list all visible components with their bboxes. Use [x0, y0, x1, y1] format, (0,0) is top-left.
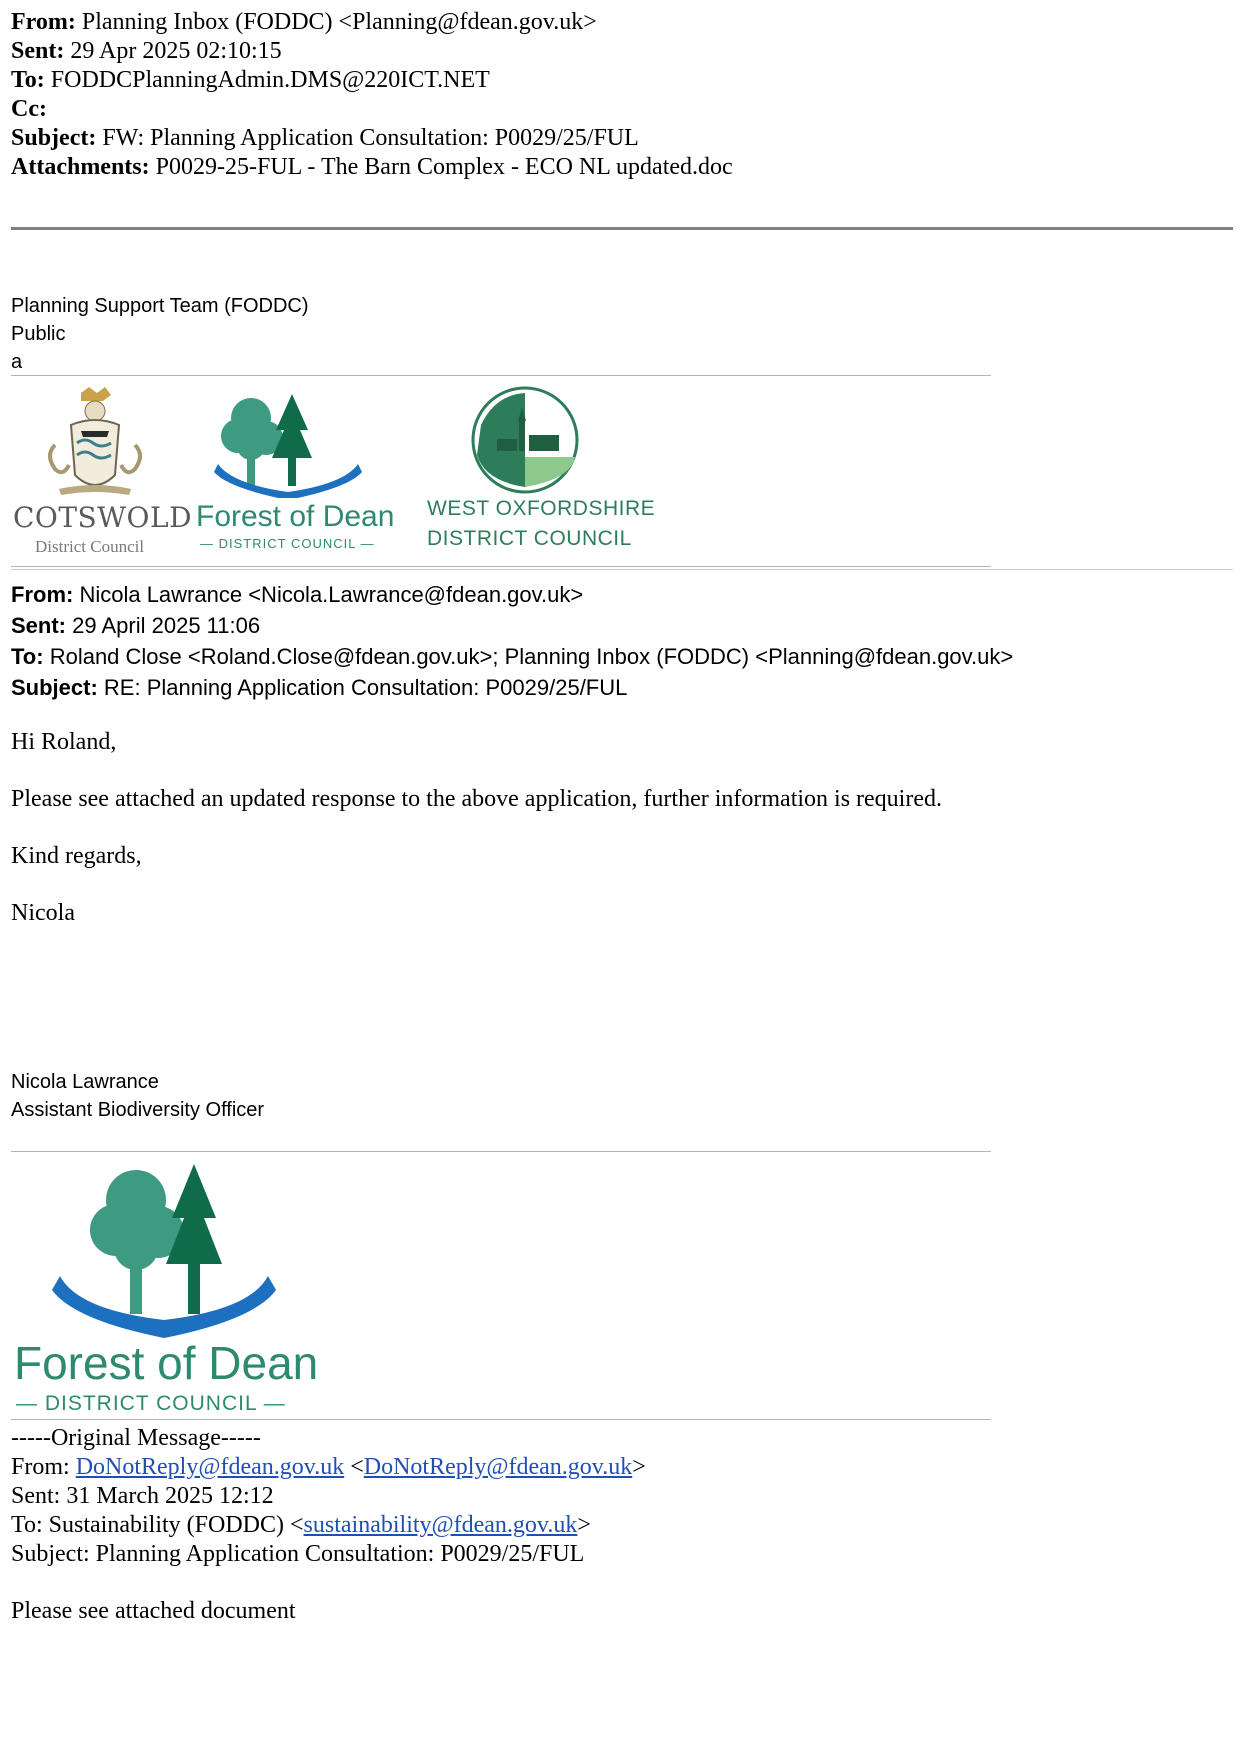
donotreply-link-2[interactable]: DoNotReply@fdean.gov.uk	[363, 1454, 633, 1480]
fwd-from: From: Nicola Lawrance <Nicola.Lawrance@fdean.gov.uk>	[11, 582, 584, 607]
header-from: From: Planning Inbox (FODDC) <Planning@fdean.gov.uk>	[11, 9, 597, 35]
fod-name: Forest of Dean	[196, 500, 395, 533]
officer-name: Nicola Lawrance	[11, 1071, 159, 1093]
forwarded-header	[11, 579, 1013, 703]
wodc-logo	[425, 385, 656, 560]
officer-title: Assistant Biodiversity Officer	[11, 1099, 265, 1121]
signature-divider	[11, 1151, 991, 1152]
planning-support-signature	[11, 292, 309, 376]
original-body: Please see attached document	[11, 1598, 296, 1624]
original-sent: Sent: 31 March 2025 12:12	[11, 1483, 274, 1509]
header-to: To: FODDCPlanningAdmin.DMS@220ICT.NET	[11, 67, 490, 93]
fwd-subject: Subject: RE: Planning Application Consultation: P0029/25/FUL	[11, 675, 628, 700]
cotswold-subtitle: District Council	[35, 537, 145, 556]
body-greeting: Hi Roland,	[11, 729, 117, 755]
body-closing: Kind regards,	[11, 843, 142, 869]
fod-trees-icon	[196, 388, 396, 498]
fod-subtitle: — DISTRICT COUNCIL —	[200, 536, 375, 551]
original-from: From: DoNotReply@fdean.gov.uk <DoNotReply@fdean.gov.uk>	[11, 1454, 646, 1480]
sustainability-link[interactable]: sustainability@fdean.gov.uk	[303, 1512, 578, 1538]
header-attachments: Attachments: P0029-25-FUL - The Barn Complex - ECO NL updated.doc	[11, 154, 733, 180]
fod-trees-large-icon	[14, 1160, 314, 1340]
body-paragraph: Please see attached an updated response to the above application, further information is required.	[11, 786, 942, 812]
fwd-sent: Sent: 29 April 2025 11:06	[11, 613, 261, 638]
logo-top-divider	[11, 375, 991, 376]
header-cc: Cc:	[11, 96, 47, 122]
officer-signature	[11, 1068, 264, 1124]
header-sent: Sent: 29 Apr 2025 02:10:15	[11, 38, 282, 64]
fod-logo-small	[196, 388, 396, 558]
wodc-emblem-icon	[425, 385, 625, 500]
wodc-name-line1: WEST OXFORDSHIRE	[427, 497, 656, 520]
team-name: Planning Support Team (FODDC)	[11, 295, 309, 317]
original-divider	[11, 1419, 991, 1420]
fod-large-name: Forest of Dean	[14, 1337, 319, 1389]
stray-letter: a	[11, 351, 23, 373]
wodc-name-line2: DISTRICT COUNCIL	[427, 527, 632, 550]
cotswold-name: COTSWOLD	[13, 501, 193, 534]
fod-large-subtitle: — DISTRICT COUNCIL —	[16, 1392, 286, 1415]
original-marker: -----Original Message-----	[11, 1425, 261, 1451]
fwd-to: To: Roland Close <Roland.Close@fdean.gov.uk>; Planning Inbox (FODDC) <Planning@fdean.gov.uk>	[11, 644, 1014, 669]
logo-bottom-divider	[11, 566, 991, 567]
fod-logo-large	[14, 1160, 334, 1420]
donotreply-link[interactable]: DoNotReply@fdean.gov.uk	[75, 1454, 345, 1480]
body-name: Nicola	[11, 900, 75, 926]
classification: Public	[11, 323, 66, 345]
header-divider	[11, 227, 1233, 230]
cotswold-logo	[11, 385, 193, 560]
original-subject: Subject: Planning Application Consultation: P0029/25/FUL	[11, 1541, 585, 1567]
original-to: To: Sustainability (FODDC) <sustainability@fdean.gov.uk>	[11, 1512, 591, 1538]
email-header	[11, 8, 733, 182]
message-divider	[11, 569, 1233, 570]
original-message	[11, 1424, 646, 1626]
header-subject: Subject: FW: Planning Application Consultation: P0029/25/FUL	[11, 125, 639, 151]
